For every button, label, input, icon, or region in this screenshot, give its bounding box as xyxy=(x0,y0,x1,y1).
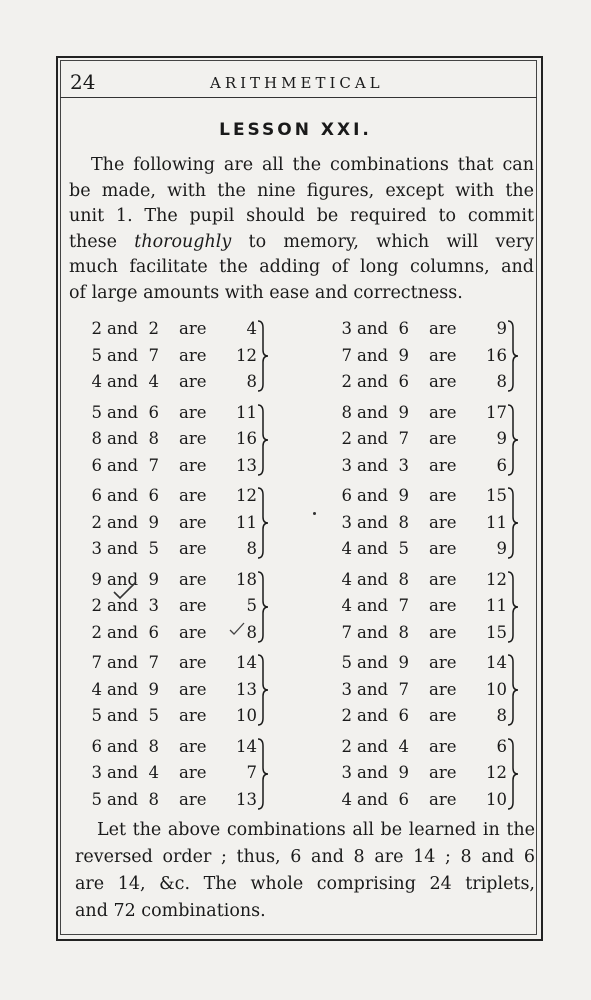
addend-b: 9 xyxy=(398,345,409,365)
sum: 10 xyxy=(486,679,507,699)
sum: 4 xyxy=(246,319,257,338)
addend-a: 2 xyxy=(91,512,102,532)
curly-brace xyxy=(257,571,269,643)
are-word: are xyxy=(429,569,457,589)
combination-row xyxy=(90,453,310,480)
addend-b: 2 xyxy=(148,319,159,338)
pencil-check-mark xyxy=(112,578,140,606)
sum: 13 xyxy=(236,455,257,475)
combination-triplet xyxy=(340,650,560,730)
addend-b: 8 xyxy=(148,429,159,448)
combinations-column-left xyxy=(90,316,310,817)
and-word: and xyxy=(107,372,139,391)
curly-brace xyxy=(507,654,519,726)
combination-row xyxy=(340,536,560,563)
addend-b: 5 xyxy=(398,539,409,558)
combination-row xyxy=(340,510,560,537)
sum: 11 xyxy=(236,402,257,422)
and-word: and xyxy=(107,455,139,475)
combination-row xyxy=(90,343,310,370)
addend-a: 7 xyxy=(91,653,102,672)
are-word: are xyxy=(429,402,457,422)
addend-b: 6 xyxy=(148,622,159,642)
addend-a: 9 xyxy=(91,569,102,589)
intro-line: be made, with the nine figures, except with the xyxy=(69,180,534,201)
combination-triplet xyxy=(90,734,310,814)
are-word: are xyxy=(179,736,207,756)
combination-row xyxy=(340,453,560,480)
outro-line: reversed order ; thus, 6 and 8 are 14 ; 8 and 6 xyxy=(75,847,535,867)
are-word: are xyxy=(179,372,207,391)
are-word: are xyxy=(179,486,207,505)
curly-brace xyxy=(507,487,519,559)
combination-row xyxy=(340,426,560,453)
combination-row xyxy=(90,734,310,761)
addend-a: 5 xyxy=(91,789,102,809)
addend-b: 7 xyxy=(148,455,159,475)
are-word: are xyxy=(429,486,457,505)
sum: 8 xyxy=(496,372,507,391)
addend-a: 3 xyxy=(341,319,352,338)
combination-row xyxy=(90,760,310,787)
addend-b: 8 xyxy=(398,512,409,532)
combination-row xyxy=(340,734,560,761)
are-word: are xyxy=(429,596,457,615)
sum: 9 xyxy=(496,429,507,448)
and-word: and xyxy=(107,539,139,558)
addend-a: 5 xyxy=(91,345,102,365)
combination-row xyxy=(340,650,560,677)
and-word: and xyxy=(107,345,139,365)
and-word: and xyxy=(107,569,139,589)
and-word: and xyxy=(357,569,389,589)
addend-b: 3 xyxy=(398,455,409,475)
addend-a: 8 xyxy=(341,402,352,422)
sum: 17 xyxy=(486,402,507,422)
addend-b: 6 xyxy=(398,789,409,809)
addend-b: 9 xyxy=(398,402,409,422)
emphasis-text: thoroughly xyxy=(134,231,232,252)
combination-row xyxy=(90,677,310,704)
addend-b: 7 xyxy=(398,429,409,448)
addend-b: 7 xyxy=(148,653,159,672)
are-word: are xyxy=(179,512,207,532)
combination-row xyxy=(90,787,310,814)
and-word: and xyxy=(107,653,139,672)
addend-a: 7 xyxy=(341,622,352,642)
sum: 16 xyxy=(236,429,257,448)
addend-a: 2 xyxy=(91,319,102,338)
outro-line: Let the above combinations all be learned in the xyxy=(97,820,535,840)
addend-b: 7 xyxy=(398,679,409,699)
combination-row xyxy=(340,620,560,647)
addend-b: 8 xyxy=(148,736,159,756)
are-word: are xyxy=(179,622,207,642)
intro-paragraph xyxy=(69,153,534,307)
addend-a: 2 xyxy=(341,372,352,391)
addend-b: 7 xyxy=(398,596,409,615)
and-word: and xyxy=(357,706,389,725)
and-word: and xyxy=(357,679,389,699)
and-word: and xyxy=(107,429,139,448)
combination-row xyxy=(90,369,310,396)
addend-b: 6 xyxy=(398,706,409,725)
sum: 10 xyxy=(236,706,257,725)
addend-a: 4 xyxy=(341,539,352,558)
and-word: and xyxy=(357,539,389,558)
addend-a: 5 xyxy=(91,402,102,422)
sum: 18 xyxy=(236,569,257,589)
sum: 8 xyxy=(496,706,507,725)
are-word: are xyxy=(179,539,207,558)
and-word: and xyxy=(107,706,139,725)
intro-line: much facilitate the adding of long columns, and xyxy=(69,257,534,278)
and-word: and xyxy=(357,789,389,809)
curly-brace xyxy=(257,320,269,392)
sum: 11 xyxy=(486,512,507,532)
curly-brace xyxy=(257,487,269,559)
and-word: and xyxy=(357,402,389,422)
and-word: and xyxy=(357,512,389,532)
are-word: are xyxy=(429,512,457,532)
curly-brace xyxy=(507,320,519,392)
combination-row xyxy=(90,316,310,343)
addend-b: 8 xyxy=(398,569,409,589)
and-word: and xyxy=(107,596,139,615)
and-word: and xyxy=(107,319,139,338)
combination-row xyxy=(340,787,560,814)
combination-triplet xyxy=(90,400,310,480)
sum: 12 xyxy=(236,486,257,505)
sum: 12 xyxy=(486,569,507,589)
combination-row xyxy=(90,703,310,730)
combination-row xyxy=(340,369,560,396)
and-word: and xyxy=(107,763,139,782)
combination-row xyxy=(340,400,560,427)
addend-b: 9 xyxy=(148,569,159,589)
sum: 15 xyxy=(486,622,507,642)
sum: 14 xyxy=(236,653,257,672)
addend-b: 5 xyxy=(148,539,159,558)
are-word: are xyxy=(179,763,207,782)
sum: 8 xyxy=(246,622,257,642)
combination-triplet xyxy=(340,567,560,647)
addend-b: 4 xyxy=(148,763,159,782)
curly-brace xyxy=(507,738,519,810)
ink-speck xyxy=(313,512,316,515)
curly-brace xyxy=(257,654,269,726)
sum: 11 xyxy=(486,596,507,615)
and-word: and xyxy=(357,736,389,756)
sum: 15 xyxy=(486,486,507,505)
addend-b: 9 xyxy=(148,512,159,532)
sum: 9 xyxy=(496,539,507,558)
addend-b: 6 xyxy=(398,319,409,338)
sum: 8 xyxy=(246,539,257,558)
addend-a: 3 xyxy=(341,679,352,699)
combination-triplet xyxy=(340,734,560,814)
and-word: and xyxy=(357,596,389,615)
sum: 12 xyxy=(236,345,257,365)
are-word: are xyxy=(179,596,207,615)
addend-b: 3 xyxy=(148,596,159,615)
addend-a: 4 xyxy=(91,679,102,699)
and-word: and xyxy=(357,622,389,642)
are-word: are xyxy=(179,653,207,672)
addend-a: 5 xyxy=(341,653,352,672)
are-word: are xyxy=(179,429,207,448)
sum: 11 xyxy=(236,512,257,532)
combination-row xyxy=(90,483,310,510)
closing-paragraph xyxy=(75,817,535,925)
combination-triplet xyxy=(340,316,560,396)
are-word: are xyxy=(429,372,457,391)
and-word: and xyxy=(357,763,389,782)
intro-line: these thoroughly to memory, which will very xyxy=(69,231,534,252)
and-word: and xyxy=(107,402,139,422)
are-word: are xyxy=(179,402,207,422)
are-word: are xyxy=(429,455,457,475)
are-word: are xyxy=(429,706,457,725)
combination-triplet xyxy=(90,316,310,396)
and-word: and xyxy=(107,486,139,505)
are-word: are xyxy=(429,539,457,558)
addend-a: 3 xyxy=(341,512,352,532)
and-word: and xyxy=(357,372,389,391)
addend-a: 8 xyxy=(91,429,102,448)
combination-row xyxy=(340,483,560,510)
sum: 9 xyxy=(496,319,507,338)
are-word: are xyxy=(429,736,457,756)
are-word: are xyxy=(179,319,207,338)
curly-brace xyxy=(257,404,269,476)
lesson-title: LESSON XXI. xyxy=(219,120,372,140)
addend-a: 2 xyxy=(341,736,352,756)
addend-a: 3 xyxy=(91,539,102,558)
curly-brace xyxy=(257,738,269,810)
are-word: are xyxy=(429,653,457,672)
addend-b: 6 xyxy=(148,402,159,422)
and-word: and xyxy=(107,736,139,756)
addend-a: 5 xyxy=(91,706,102,725)
are-word: are xyxy=(429,679,457,699)
addend-a: 3 xyxy=(341,763,352,782)
sum: 12 xyxy=(486,763,507,782)
and-word: and xyxy=(357,653,389,672)
and-word: and xyxy=(107,679,139,699)
and-word: and xyxy=(357,486,389,505)
sum: 13 xyxy=(236,789,257,809)
combination-row xyxy=(340,593,560,620)
sum: 14 xyxy=(486,653,507,672)
sum: 6 xyxy=(496,455,507,475)
intro-line: of large amounts with ease and correctness. xyxy=(69,282,463,303)
running-head: ARITHMETICAL xyxy=(210,74,384,92)
are-word: are xyxy=(179,455,207,475)
addend-a: 3 xyxy=(91,763,102,782)
combination-row xyxy=(90,510,310,537)
addend-b: 5 xyxy=(148,706,159,725)
combination-row xyxy=(340,316,560,343)
addend-a: 2 xyxy=(91,596,102,615)
addend-a: 4 xyxy=(341,596,352,615)
and-word: and xyxy=(357,455,389,475)
sum: 8 xyxy=(246,372,257,391)
and-word: and xyxy=(357,319,389,338)
combinations-column-right xyxy=(340,316,560,817)
sum: 13 xyxy=(236,679,257,699)
are-word: are xyxy=(179,569,207,589)
are-word: are xyxy=(429,319,457,338)
are-word: are xyxy=(429,345,457,365)
are-word: are xyxy=(429,622,457,642)
combination-row xyxy=(340,760,560,787)
addend-b: 9 xyxy=(398,653,409,672)
outro-line: and 72 combinations. xyxy=(75,901,266,921)
addend-a: 4 xyxy=(341,569,352,589)
combination-row xyxy=(340,677,560,704)
combination-triplet xyxy=(340,483,560,563)
addend-a: 2 xyxy=(341,706,352,725)
intro-line: The following are all the combinations that can xyxy=(91,155,534,175)
addend-b: 7 xyxy=(148,345,159,365)
pencil-check-mark xyxy=(228,620,246,638)
addend-b: 9 xyxy=(398,763,409,782)
combination-triplet xyxy=(90,483,310,563)
addend-b: 9 xyxy=(148,679,159,699)
combination-row xyxy=(90,426,310,453)
are-word: are xyxy=(179,789,207,809)
sum: 5 xyxy=(246,596,257,615)
addend-b: 4 xyxy=(148,372,159,391)
addend-b: 4 xyxy=(398,736,409,756)
addend-a: 6 xyxy=(91,736,102,756)
are-word: are xyxy=(429,789,457,809)
are-word: are xyxy=(179,706,207,725)
addend-b: 8 xyxy=(148,789,159,809)
addend-b: 9 xyxy=(398,486,409,505)
addend-a: 7 xyxy=(341,345,352,365)
combination-row xyxy=(340,343,560,370)
combination-row xyxy=(90,650,310,677)
header-rule xyxy=(60,97,537,98)
and-word: and xyxy=(107,622,139,642)
addend-a: 4 xyxy=(341,789,352,809)
outro-line: are 14, &c. The whole comprising 24 triplets, xyxy=(75,874,535,894)
addend-a: 6 xyxy=(341,486,352,505)
combination-row xyxy=(90,620,310,647)
addend-a: 6 xyxy=(91,455,102,475)
and-word: and xyxy=(107,789,139,809)
and-word: and xyxy=(107,512,139,532)
addend-a: 2 xyxy=(341,429,352,448)
sum: 7 xyxy=(246,763,257,782)
addend-b: 6 xyxy=(398,372,409,391)
addend-b: 6 xyxy=(148,486,159,505)
combination-row xyxy=(90,536,310,563)
curly-brace xyxy=(507,404,519,476)
are-word: are xyxy=(179,345,207,365)
are-word: are xyxy=(429,429,457,448)
combination-row xyxy=(90,400,310,427)
addend-b: 8 xyxy=(398,622,409,642)
addend-a: 6 xyxy=(91,486,102,505)
sum: 6 xyxy=(496,736,507,756)
curly-brace xyxy=(507,571,519,643)
sum: 16 xyxy=(486,345,507,365)
combination-triplet xyxy=(340,400,560,480)
addend-a: 3 xyxy=(341,455,352,475)
combination-row xyxy=(340,567,560,594)
combination-triplet xyxy=(90,650,310,730)
addend-a: 4 xyxy=(91,372,102,391)
page-number: 24 xyxy=(70,70,96,94)
intro-line: unit 1. The pupil should be required to commit xyxy=(69,206,534,227)
are-word: are xyxy=(429,763,457,782)
and-word: and xyxy=(357,429,389,448)
sum: 10 xyxy=(486,789,507,809)
and-word: and xyxy=(357,345,389,365)
sum: 14 xyxy=(236,736,257,756)
addend-a: 2 xyxy=(91,622,102,642)
combination-row xyxy=(340,703,560,730)
are-word: are xyxy=(179,679,207,699)
